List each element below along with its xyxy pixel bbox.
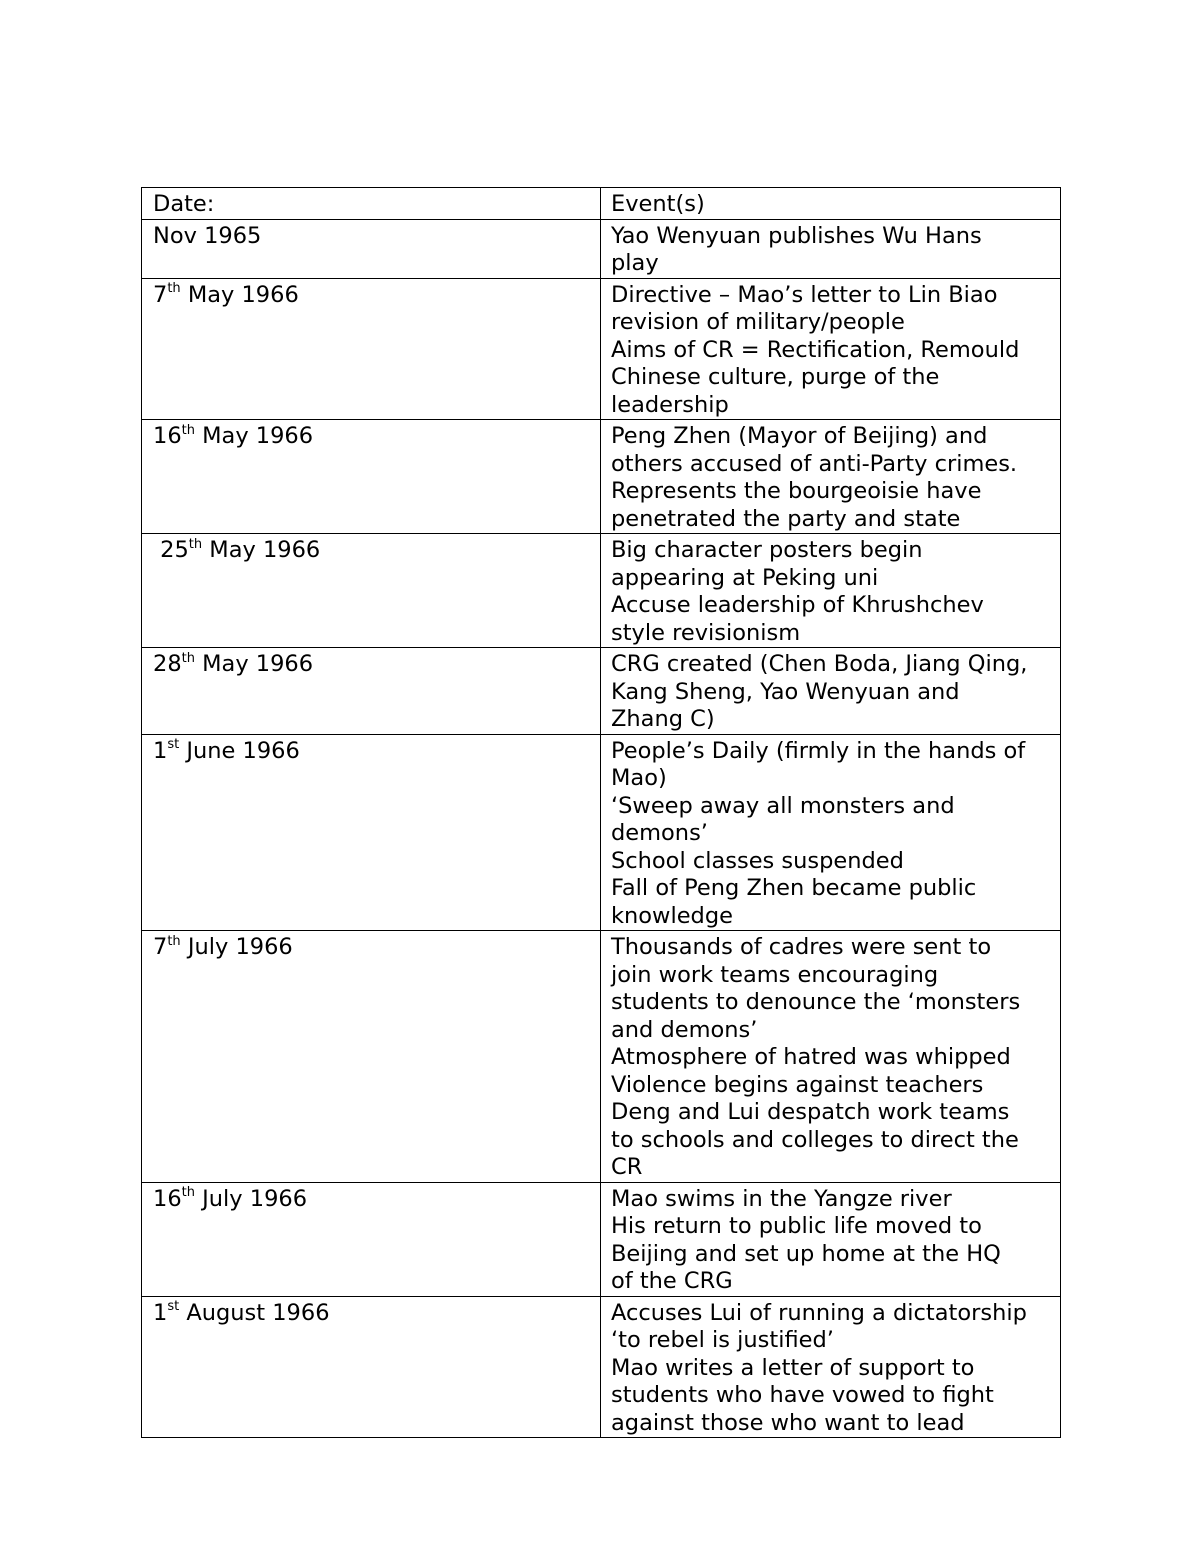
table-row [142, 648, 1061, 735]
event-line: Directive – Mao’s letter to Lin Biao [611, 281, 998, 308]
event-line: Mao swims in the Yangze river [611, 1185, 952, 1212]
timeline-table [141, 187, 1061, 1438]
date-month-year: July 1966 [194, 1185, 308, 1212]
event-line: Chinese culture, purge of the [611, 364, 940, 390]
event-cell [601, 219, 1061, 278]
date-day: 28 [153, 651, 182, 677]
event-line: demons’ [611, 820, 708, 846]
header-event-label: Event(s) [611, 191, 705, 217]
table-row [142, 278, 1061, 420]
date-cell [142, 648, 601, 735]
event-line: Thousands of cadres were sent to [611, 934, 992, 960]
date-cell [142, 1182, 601, 1296]
event-line: and demons’ [611, 1016, 758, 1043]
event-line: to schools and colleges to direct the [611, 1126, 1019, 1153]
table-row [142, 534, 1061, 648]
date-ordinal-suffix: th [188, 536, 203, 552]
event-line: His return to public life moved to [611, 1213, 982, 1239]
timeline-table-body [142, 188, 1061, 1438]
event-line: Accuses Lui of running a dictatorship [611, 1299, 1027, 1326]
table-row [142, 1296, 1061, 1438]
date-ordinal-suffix: th [167, 933, 181, 949]
event-line: Deng and Lui despatch work teams [611, 1099, 1010, 1125]
event-line: Peng Zhen (Mayor of Beijing) and [611, 423, 988, 449]
date-month-year: May 1966 [180, 281, 299, 308]
event-cell [601, 648, 1061, 735]
date-month-year: May 1966 [202, 537, 321, 563]
event-line: against those who want to lead [611, 1409, 965, 1436]
event-line: students to denounce the ‘monsters [611, 989, 1021, 1015]
event-cell [601, 1182, 1061, 1296]
date-text [153, 223, 590, 251]
date-cell [142, 278, 601, 420]
event-line: penetrated the party and state [611, 505, 961, 532]
event-line: style revisionism [611, 619, 801, 646]
event-line: Yao Wenyuan publishes Wu Hans [611, 222, 982, 249]
event-line: students who have vowed to fight [611, 1382, 994, 1408]
event-line: leadership [611, 391, 729, 418]
event-line: of the CRG [611, 1268, 733, 1294]
date-text [153, 282, 590, 310]
date-text [153, 738, 590, 766]
date-day: 25 [153, 537, 189, 563]
date-day: 1 [153, 737, 168, 764]
date-text [153, 1186, 590, 1214]
date-cell [142, 219, 601, 278]
event-cell [601, 734, 1061, 931]
event-cell [601, 420, 1061, 534]
date-ordinal-suffix: st [167, 1299, 180, 1314]
event-line: People’s Daily (firmly in the hands of [611, 737, 1026, 764]
event-line: ‘Sweep away all monsters and [611, 792, 955, 819]
date-text [153, 934, 590, 962]
event-line: knowledge [611, 902, 733, 929]
event-line: Accuse leadership of Khrushchev [611, 592, 984, 618]
date-month-year: May 1966 [194, 423, 314, 449]
event-line: Represents the bourgeoisie have [611, 478, 982, 504]
event-line: Aims of CR = Rectification, Remould [611, 336, 1020, 363]
event-line: revision of military/people [611, 309, 905, 335]
date-cell [142, 420, 601, 534]
event-line: Big character posters begin [611, 537, 923, 563]
date-day: 16 [153, 1185, 182, 1212]
event-line: Fall of Peng Zhen became public [611, 875, 977, 901]
header-date-label: Date: [153, 191, 215, 217]
date-day: Nov 1965 [153, 222, 262, 249]
date-month-year: August 1966 [179, 1299, 330, 1326]
event-line: others accused of anti-Party crimes. [611, 450, 1018, 477]
table-row [142, 931, 1061, 1183]
date-day: 1 [153, 1299, 168, 1326]
date-day: 16 [153, 423, 182, 449]
event-line: Mao writes a letter of support to [611, 1354, 975, 1381]
date-text [153, 651, 590, 679]
date-cell [142, 734, 601, 931]
event-line: appearing at Peking uni [611, 564, 879, 591]
event-line: Violence begins against teachers [611, 1071, 984, 1098]
event-line: CR [611, 1154, 643, 1180]
event-line: School classes suspended [611, 847, 904, 874]
table-header-row [142, 188, 1061, 220]
table-row [142, 734, 1061, 931]
date-ordinal-suffix: th [181, 422, 195, 438]
date-month-year: July 1966 [180, 934, 293, 960]
date-text [153, 537, 590, 565]
date-text [153, 1300, 590, 1328]
event-cell [601, 1296, 1061, 1438]
date-month-year: June 1966 [179, 737, 300, 764]
event-cell [601, 534, 1061, 648]
date-month-year: May 1966 [194, 651, 314, 677]
event-line: Beijing and set up home at the HQ [611, 1240, 1001, 1267]
table-row [142, 219, 1061, 278]
date-day: 7 [153, 281, 168, 308]
header-event-cell [601, 188, 1061, 220]
date-ordinal-suffix: th [181, 650, 195, 666]
event-line: Zhang C) [611, 706, 715, 732]
event-line: Atmosphere of hatred was whipped [611, 1044, 1011, 1070]
table-row [142, 1182, 1061, 1296]
event-line: play [611, 250, 659, 276]
date-cell [142, 1296, 601, 1438]
date-ordinal-suffix: th [181, 1185, 195, 1200]
date-day: 7 [153, 934, 168, 960]
event-line: Kang Sheng, Yao Wenyuan and [611, 678, 960, 705]
table-row [142, 420, 1061, 534]
event-cell [601, 278, 1061, 420]
date-ordinal-suffix: st [167, 737, 180, 752]
event-line: ‘to rebel is justified’ [611, 1327, 834, 1353]
date-cell [142, 534, 601, 648]
event-line: join work teams encouraging [611, 961, 939, 988]
header-date-cell [142, 188, 601, 220]
date-ordinal-suffix: th [167, 281, 181, 296]
event-line: Mao) [611, 765, 667, 791]
event-line: CRG created (Chen Boda, Jiang Qing, [611, 651, 1028, 677]
date-text [153, 423, 590, 451]
event-cell [601, 931, 1061, 1183]
date-cell [142, 931, 601, 1183]
